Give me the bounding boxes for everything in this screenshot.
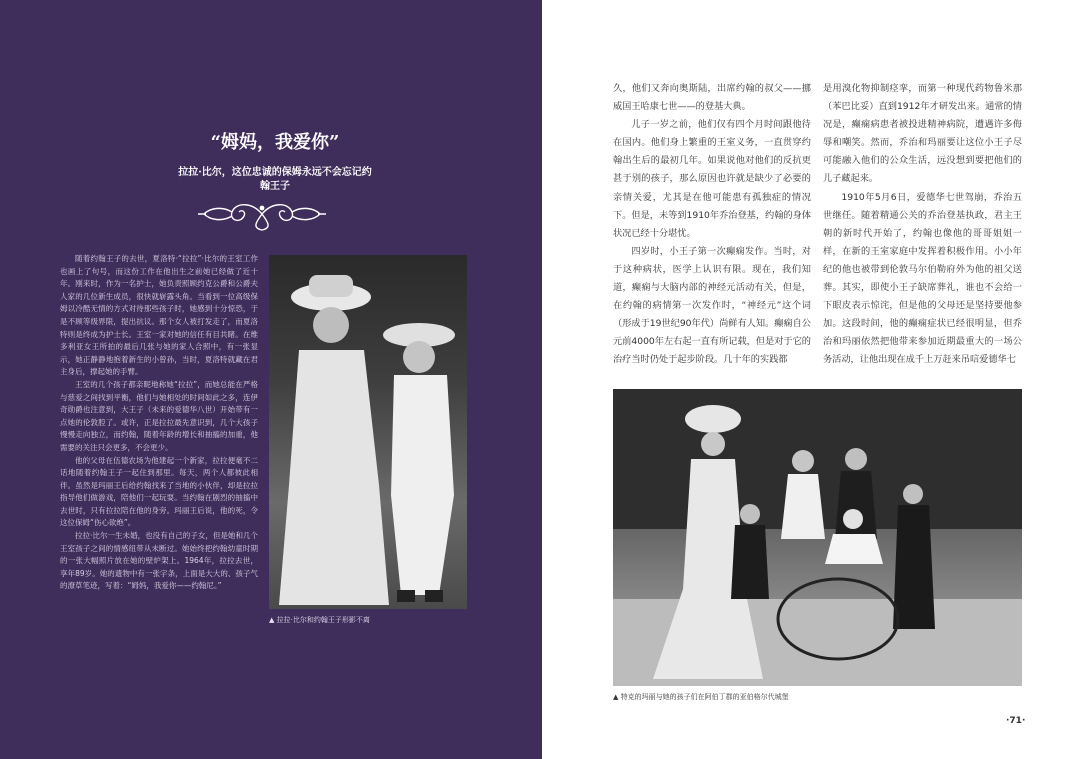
article-subtitle: [130, 166, 420, 194]
col1-paragraph-3: 四岁时，小王子第一次癫痫发作。当时，对于这种病状，医学上认识有限。现在，我们知道，癫痫与大脑内部的神经元活动有关，但是，在约翰的病情第一次发作时，“神经元”这个词（形成于19世纪90年代）尚鲜有人知。癫痫自公元前4000年左右起一直有所记载，但是对于它的治疗当时仍处于起步阶段。几十年的实践都: [613, 245, 811, 366]
subtitle-line-1: 拉拉·比尔，这位忠诚的保姆永远不会忘记约: [178, 167, 372, 178]
left-paragraph-1: 随着约翰王子的去世，夏洛特·“拉拉”·比尔的王室工作也画上了句号，而这份工作在他出生之前她已经做了近十年。刚来时，作为一名护士，她负责照顾约克公爵和公爵夫人家的几位新生成员，很快就崭露头角。当看到一位高级保姆以冷酷无情的方式对待那些孩子时，她感到十分惊恐，于是不顾等级界限，提出抗议。那个女人被打发走了，而夏洛特则是终成为护士长。王室一家对她的信任有目共睹。在维多利亚女王所拍的最后几张与她的家人合照中，有一张显示，她正静静地抱着新生的小曾孙，当时，夏洛特就藏在君主身后，撑起她的手臂。: [60, 254, 258, 377]
col2-paragraph-1: 是用溴化物抑制痉挛，而第一种现代药物鲁米那（苯巴比妥）直到1912年才研发出来。通常的情况是，癫痫病患者被投进精神病院，遭遇许多侮辱和嘲笑。然而，乔治和玛丽要让这位小王子尽可能融入他们的公众生活，远没想到要把他们的儿子藏起来。: [823, 83, 1022, 185]
photo2-caption: ▲ 特克的玛丽与她的孩子们在阿伯丁郡的亚伯格尔代城堡: [613, 693, 789, 701]
photo-family-silhouette-icon: [613, 389, 1022, 686]
photo-nanny-silhouette-icon: [269, 255, 467, 609]
photo-nanny-and-prince: [269, 255, 467, 609]
right-column-1: [613, 80, 811, 370]
subtitle-line-2: 翰王子: [260, 181, 290, 192]
right-column-2: [823, 80, 1022, 370]
page-number: ·71·: [1006, 716, 1026, 726]
left-paragraph-4: 拉拉·比尔一生未婚，也没有自己的子女，但是她和几个王室孩子之间的情感纽带从未断过。她始终把约翰幼童时期的一张大幅照片放在她的壁炉架上。1964年，拉拉去世，享年89岁。她的遗物中有一张字条，上面是大大的、孩子气的潦草笔迹，写着：“姆妈，我爱你——约翰尼。”: [60, 531, 258, 591]
flourish-ornament-icon: [196, 196, 328, 232]
col1-paragraph-1: 久，他们又奔向奥斯陆，出席约翰的叔父——挪威国王哈康七世——的登基大典。: [613, 83, 811, 113]
left-body-text: [60, 253, 258, 593]
photo-family-group: [613, 389, 1022, 686]
col1-paragraph-2: 儿子一岁之前，他们仅有四个月时间跟他待在国内。他们身上繁重的王室义务，一直贯穿约翰出生后的最初几年。如果说他对他们的反抗更甚于别的孩子，那么原因也许就是缺少了必要的亲情关爱，尤其是在他可能患有孤独症的情况下。但是，未等到1910年乔治登基，约翰的身体状况已经十分堪忧。: [613, 119, 811, 239]
photo1-caption: ▲ 拉拉·比尔和约翰王子形影不离: [269, 616, 370, 624]
left-paragraph-3: 他的父母在伍德农场为他建起一个新家，拉拉便毫不二话地随着约翰王子一起住到那里。每天，两个人都彼此相伴。虽然是玛丽王后给约翰找来了当地的小伙伴，却是拉拉指导他们做游戏，陪他们一起玩耍。当约翰在剧烈的抽搐中去世时，只有拉拉陪在他的身旁。玛丽王后说，他的死，令这位保姆“伤心欲绝”。: [60, 455, 258, 528]
col2-paragraph-2: 1910年5月6日，爱德华七世驾崩，乔治五世继任。随着精通公关的乔治登基执政，君主王朝的新时代开始了，约翰也像他的哥哥姐姐一样，在新的王室家庭中发挥着积极作用。小小年纪的他也被带到伦敦马尔伯勒府外为他的祖父送葬。其实，即使小王子缺席葬礼，谁也不会给一下眼皮表示惊诧，但是他的父母还是坚持要他参加。这段时间，他的癫痫症状已经很明显，但乔治和玛丽依然把他带来参加近期最重大的一场公务活动，让他出现在成千上万赶来吊唁爱德华七: [823, 191, 1022, 366]
article-title: “姆妈，我爱你”: [210, 132, 340, 153]
left-paragraph-2: 王室的几个孩子都亲昵地称她“拉拉”，而她总能在严格与慈爱之间找到平衡，他们与她相处的时间如此之多，连伊奇勋爵也注意到，大王子（未来的爱德华八世）开始带有一点她的伦敦腔了。或许，正是拉拉最先意识到，几个大孩子慢慢走向独立，而约翰，随着年龄的增长和抽搐的加重，他需要的关注只会更多，不会更少。: [60, 379, 258, 452]
